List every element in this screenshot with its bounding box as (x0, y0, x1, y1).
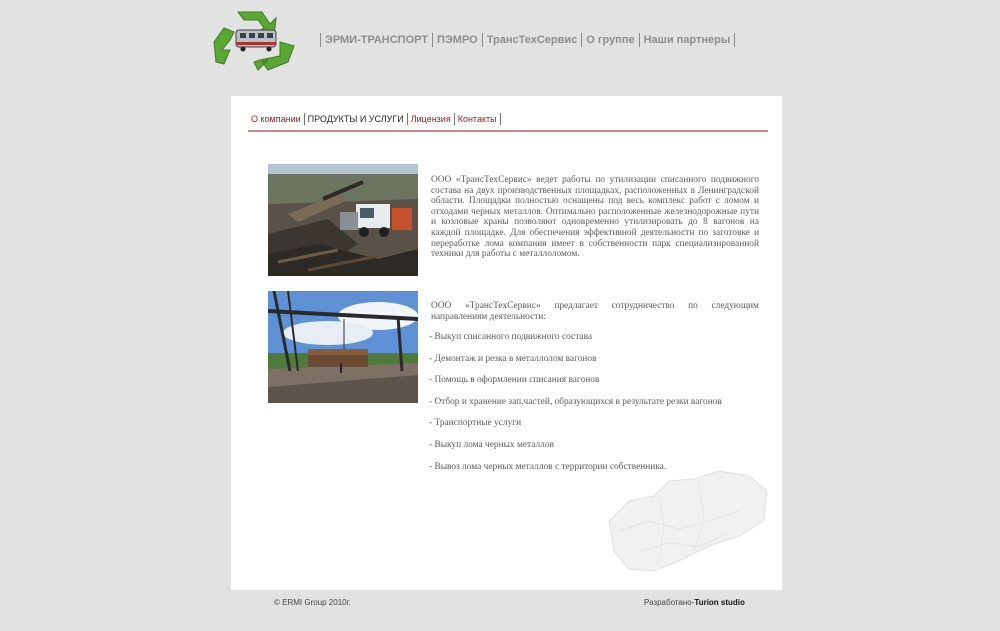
top-nav (320, 33, 735, 47)
top-nav-transtechservice[interactable]: ТрансТехСервис (486, 34, 578, 46)
company-description: ООО «ТрансТехСервис» ведет работы по утилизации списанного подвижного состава на двух производственных площадках, расположенных в Ленинградской области. Площадки полностью оснащены под весь комплекс работ с ломом и отходами черных металлов. Оптимально расположенные железнодорожные пути и козловые краны позволяют одновременно утилизировать до 8 вагонов на каждой площадке. Для обеспечения эффективной деятельности по заготовке и переработке лома компания имеет в собственности парк специализированной техники для работы с металлоломом. (431, 175, 759, 260)
list-item: - Выкуп списанного подвижного состава (429, 332, 593, 342)
list-item: - Помощь в оформлении списания вагонов (429, 375, 600, 386)
sub-nav-products-services[interactable]: ПРОДУКТЫ И УСЛУГИ (307, 114, 404, 124)
list-item: - Вывоз лома черных металлов с территории собственника. (429, 461, 667, 472)
sub-nav-contacts[interactable]: Контакты (457, 114, 497, 124)
gantry-crane-photo (268, 291, 418, 403)
recycle-logo-icon[interactable] (210, 6, 300, 74)
top-nav-partners[interactable]: Наши партнеры (643, 34, 731, 46)
russia-map-icon (599, 451, 769, 581)
nav-separator (500, 113, 501, 125)
sub-nav (248, 113, 501, 125)
cooperation-intro: ООО «ТрансТехСервис» предлагает сотрудничество по следующим направлениям деятельности: (431, 301, 759, 322)
developer-credit-prefix: Разработано- (644, 598, 695, 607)
content-panel (231, 96, 782, 590)
sub-nav-about-company[interactable]: О компании (251, 114, 301, 124)
top-nav-pemro[interactable]: ПЭМРО (437, 34, 478, 46)
scrap-yard-photo (268, 164, 418, 276)
developer-name[interactable]: Turion studio (694, 598, 745, 607)
top-nav-ermi-transport[interactable]: ЭРМИ-ТРАНСПОРТ (325, 34, 429, 46)
copyright: © ERMI Group 2010г. (274, 598, 351, 607)
sub-nav-license[interactable]: Лицензия (410, 114, 451, 124)
list-item: - Демонтаж и резка в металлолом вагонов (429, 353, 597, 364)
divider (248, 130, 768, 132)
top-nav-about-group[interactable]: О группе (586, 34, 635, 46)
list-item: - Транспортные услуги (429, 418, 522, 429)
list-item: - Отбор и хранение зап.частей, образующихся в результате резки вагонов (429, 396, 722, 407)
nav-separator (734, 33, 735, 47)
list-item: - Выкуп лома черных металлов (429, 439, 554, 450)
developer-credit[interactable] (644, 598, 745, 607)
train-icon (236, 30, 276, 52)
